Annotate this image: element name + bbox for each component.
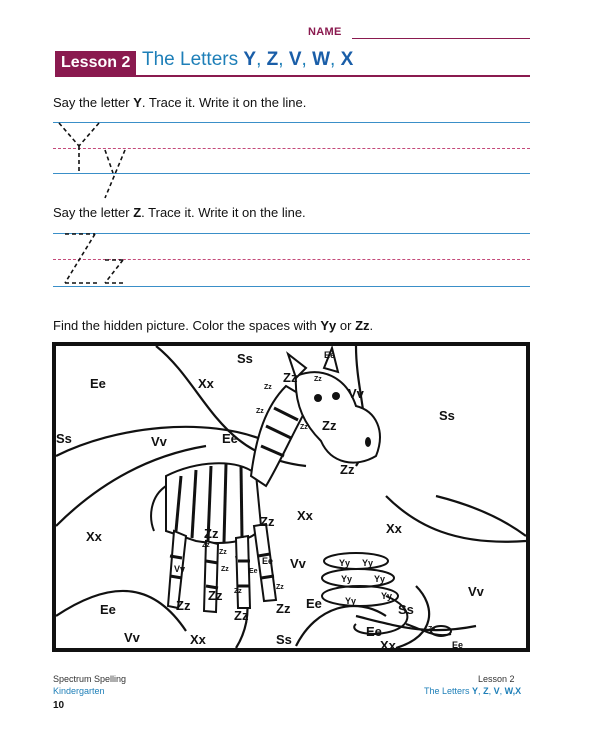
hp-mid: or (336, 318, 356, 333)
picture-label: Ee (249, 568, 258, 575)
footer-letter-wx: W,X (504, 686, 522, 696)
picture-label: Zz (208, 588, 223, 603)
picture-label: Zz (176, 598, 191, 613)
instruction-y (53, 95, 306, 110)
picture-label: Vv (468, 584, 484, 599)
picture-label: Vv (290, 556, 306, 571)
picture-label: Zz (340, 462, 355, 477)
picture-label: Ss (237, 351, 253, 366)
title-letter-z: Z (266, 49, 279, 70)
title-rule (55, 75, 530, 77)
name-label: NAME (308, 26, 342, 38)
picture-label: Ee (306, 596, 322, 611)
name-line[interactable] (352, 38, 530, 39)
page-number: 10 (53, 700, 65, 711)
picture-label: Xx (380, 638, 396, 653)
trace-letters-z (53, 228, 153, 290)
picture-label: Ee (90, 376, 106, 391)
instruction-y-letter: Y (133, 95, 142, 110)
lesson-title: The Letters Y, Z, V, W, X (142, 49, 354, 70)
instruction-y-post: . Trace it. Write it on the line. (141, 95, 307, 110)
picture-label: Zz (219, 549, 227, 556)
picture-label: Zz (202, 542, 210, 549)
picture-label: Ss (439, 408, 455, 423)
picture-label: Xx (190, 632, 206, 647)
footer-lesson: Lesson 2 (478, 674, 515, 684)
picture-label: Ee (222, 431, 238, 446)
title-letter-x: X (340, 49, 354, 70)
title-letter-y: Y (243, 49, 257, 70)
footer-letter-z: Z (483, 686, 489, 696)
picture-label: Yy (362, 558, 374, 568)
hidden-picture[interactable] (52, 342, 530, 652)
region-outlines (56, 346, 526, 648)
picture-label: Ee (100, 602, 116, 617)
picture-label: Ss (276, 632, 292, 647)
picture-label: Xx (297, 508, 313, 523)
hp-yy: Yy (320, 318, 337, 333)
picture-label: Ee (452, 640, 464, 650)
picture-label: Yy (381, 591, 393, 601)
picture-label: Zz (283, 370, 298, 385)
picture-label: Zz (322, 418, 337, 433)
picture-label: Zz (204, 526, 219, 541)
picture-label: Xx (386, 521, 402, 536)
picture-label: Vv (124, 630, 140, 645)
picture-label: Ee (324, 350, 336, 360)
picture-label: Xx (198, 376, 214, 391)
footer-book-title: Spectrum Spelling (53, 674, 127, 684)
footer-letter-v: V (493, 686, 500, 696)
picture-label: Zz (276, 601, 291, 616)
picture-label: Yy (339, 558, 351, 568)
picture-label: Zz (300, 424, 308, 431)
picture-label: Zz (221, 566, 229, 573)
instruction-z-post: . Trace it. Write it on the line. (141, 205, 306, 220)
instruction-y-pre: Say the letter (53, 95, 134, 110)
title-letter-v: V (288, 49, 302, 70)
footer-title-prefix: The Letters (424, 686, 473, 696)
picture-label: Vv (174, 564, 186, 574)
title-prefix: The Letters (142, 49, 244, 70)
picture-label: Zz (256, 408, 264, 415)
picture-label: Zz (234, 608, 249, 623)
lesson-badge: Lesson 2 (55, 51, 136, 75)
title-letter-w: W (312, 49, 330, 70)
picture-label: Vv (348, 386, 364, 401)
picture-label: Ss (56, 431, 72, 446)
picture-label: Vv (151, 434, 167, 449)
hp-post: . (369, 318, 374, 333)
footer-lesson-title: The Letters Y, Z, V, W,X (424, 686, 522, 696)
footer-letter-y: Y (472, 686, 479, 696)
picture-label: Zz (314, 376, 322, 383)
hp-pre: Find the hidden picture. Color the spaces with (53, 318, 321, 333)
instruction-z-pre: Say the letter (53, 205, 134, 220)
picture-label: Yy (345, 596, 357, 606)
picture-label: Ee (262, 556, 274, 566)
picture-label: Yy (341, 574, 353, 584)
picture-label: Yy (374, 574, 386, 584)
hp-zz: Zz (355, 318, 370, 333)
picture-label: Zz (260, 514, 275, 529)
picture-label: Zz (234, 588, 242, 595)
instruction-z-letter: Z (133, 205, 142, 220)
instruction-z (53, 205, 306, 220)
picture-label: Xx (86, 529, 102, 544)
picture-label: Ss (398, 602, 414, 617)
picture-label: Zz (428, 626, 436, 633)
footer-grade: Kindergarten (53, 686, 105, 696)
instruction-hidden-picture (53, 318, 373, 333)
picture-label: Zz (264, 384, 272, 391)
trace-letters-y (53, 118, 153, 203)
picture-label: Ee (366, 624, 382, 639)
picture-label: Zz (276, 584, 284, 591)
